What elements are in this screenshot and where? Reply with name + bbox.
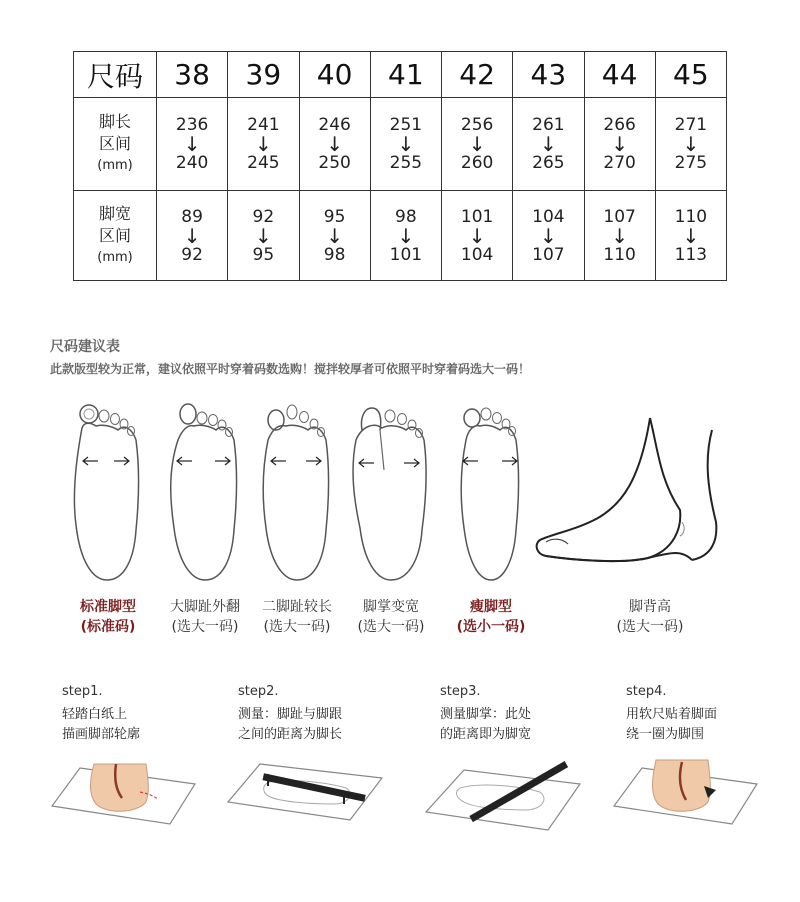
foot-outline-long-second-toe <box>252 400 342 585</box>
range-from: 266 <box>603 115 636 135</box>
width-range-cell <box>157 191 228 281</box>
down-arrow-icon: ↓ <box>326 132 343 156</box>
size-cell: 42 <box>442 52 513 98</box>
range-to: 101 <box>389 244 423 265</box>
step-description-line: 测量：脚趾与脚跟 <box>238 707 343 722</box>
range-from: 246 <box>318 115 351 135</box>
range-to: 255 <box>389 153 423 173</box>
step4-illustration <box>612 758 762 832</box>
foot-length-label-line: 区间 <box>98 134 131 153</box>
range-to: 113 <box>674 244 708 265</box>
step-description-line: 轻踏白纸上 <box>62 707 128 722</box>
foot-side-icon <box>532 410 732 570</box>
size-cell: 43 <box>513 52 584 98</box>
foot-length-row <box>74 98 727 191</box>
range-from: 271 <box>674 115 708 135</box>
range-from: 98 <box>395 206 417 227</box>
length-range-cell <box>655 98 726 191</box>
foot-length-unit: (mm) <box>97 158 133 173</box>
foot-width-label <box>74 191 157 281</box>
down-arrow-icon: ↓ <box>397 223 415 248</box>
foot-type-name: 脚背高 <box>629 599 671 615</box>
foot-type-name: 瘦脚型 <box>470 599 512 615</box>
step-description-line: 之间的距离为脚长 <box>238 727 343 742</box>
length-range-cell <box>442 98 513 191</box>
foot-type-advice: (标准码) <box>80 619 136 635</box>
foot-type-advice: (选大一码) <box>263 619 331 635</box>
down-arrow-icon: ↓ <box>183 132 201 156</box>
foot-outline-bunion <box>160 400 250 585</box>
width-range-cell <box>584 191 655 281</box>
measure-step-4 <box>626 684 717 745</box>
range-from: 104 <box>532 206 565 227</box>
down-arrow-icon: ↓ <box>611 132 628 156</box>
ruler-width-icon <box>424 758 584 838</box>
size-cell: 41 <box>370 52 441 98</box>
size-advice-title: 尺码建议表 <box>50 339 120 355</box>
foot-type-name: 大脚趾外翻 <box>170 599 240 615</box>
range-from: 110 <box>674 206 708 227</box>
length-range-cell <box>584 98 655 191</box>
length-range-cell <box>299 98 370 191</box>
ruler-length-icon <box>226 758 386 828</box>
foot-length-label-line: 脚长 <box>98 112 131 131</box>
step3-illustration <box>424 758 584 842</box>
step2-illustration <box>226 758 386 832</box>
trace-foot-on-paper-icon <box>50 758 200 828</box>
size-cell: 38 <box>157 52 228 98</box>
range-to: 245 <box>247 153 280 173</box>
width-range-cell <box>299 191 370 281</box>
width-range-cell <box>655 191 726 281</box>
foot-outline-icon <box>160 400 250 585</box>
foot-type-name: 标准脚型 <box>80 599 136 615</box>
foot-outline-wide <box>346 400 436 585</box>
size-cell: 40 <box>299 52 370 98</box>
step-title: step2. <box>238 684 279 699</box>
tape-girth-icon <box>612 758 762 828</box>
range-from: 107 <box>603 206 636 227</box>
size-header-row <box>74 52 727 98</box>
measure-step-2 <box>238 684 342 745</box>
foot-type-advice: (选大一码) <box>171 619 239 635</box>
foot-outline-icon <box>346 400 436 585</box>
down-arrow-icon: ↓ <box>539 132 557 156</box>
range-from: 236 <box>175 115 209 135</box>
range-from: 256 <box>460 115 494 135</box>
foot-outline-icon <box>446 400 536 585</box>
range-to: 107 <box>532 244 565 265</box>
foot-outline-icon <box>252 400 342 585</box>
foot-type-name: 脚掌变宽 <box>363 599 419 615</box>
down-arrow-icon: ↓ <box>326 223 343 248</box>
step-title: step4. <box>626 684 667 699</box>
range-to: 240 <box>175 153 209 173</box>
down-arrow-icon: ↓ <box>254 223 272 248</box>
range-from: 89 <box>181 206 203 227</box>
down-arrow-icon: ↓ <box>183 223 201 248</box>
foot-type-label <box>342 597 440 637</box>
length-range-cell <box>228 98 299 191</box>
measure-step-1 <box>62 684 140 745</box>
range-from: 101 <box>460 206 494 227</box>
foot-type-advice: (选小一码) <box>456 619 526 635</box>
foot-type-advice: (选大一码) <box>616 619 684 635</box>
step-title: step1. <box>62 684 103 699</box>
range-to: 270 <box>603 153 636 173</box>
foot-type-label <box>600 597 700 637</box>
foot-outline-standard <box>62 400 152 585</box>
foot-width-row <box>74 191 727 281</box>
step1-illustration <box>50 758 200 832</box>
step-description-line: 测量脚掌：此处 <box>440 707 532 722</box>
size-advice-description: 此款版型较为正常，建议依照平时穿着码数选购！搅拌较厚者可依照平时穿着码选大一码！ <box>50 362 531 376</box>
length-range-cell <box>157 98 228 191</box>
foot-type-name: 二脚趾较长 <box>262 599 332 615</box>
range-to: 250 <box>318 153 351 173</box>
range-from: 261 <box>532 115 565 135</box>
step-description-line: 描画脚部轮廓 <box>62 727 141 742</box>
range-to: 260 <box>460 153 494 173</box>
measure-step-3 <box>440 684 531 745</box>
foot-outline-slim <box>446 400 536 585</box>
range-from: 251 <box>389 115 423 135</box>
foot-type-advice: (选大一码) <box>357 619 425 635</box>
foot-type-label <box>62 597 154 637</box>
foot-side-high-instep <box>532 410 732 570</box>
step-description-line: 绕一圈为脚围 <box>626 727 705 742</box>
step-description-line: 的距离即为脚宽 <box>440 727 532 742</box>
down-arrow-icon: ↓ <box>682 132 700 156</box>
foot-length-label <box>74 98 157 191</box>
foot-type-label <box>442 597 540 637</box>
range-to: 104 <box>460 244 494 265</box>
foot-width-label-line: 区间 <box>98 225 131 245</box>
width-range-cell <box>370 191 441 281</box>
size-cell: 39 <box>228 52 299 98</box>
down-arrow-icon: ↓ <box>254 132 272 156</box>
width-range-cell <box>228 191 299 281</box>
range-to: 265 <box>532 153 565 173</box>
foot-type-label <box>248 597 346 637</box>
length-range-cell <box>513 98 584 191</box>
down-arrow-icon: ↓ <box>468 223 486 248</box>
range-to: 275 <box>674 153 708 173</box>
foot-outline-icon <box>62 400 152 585</box>
step-title: step3. <box>440 684 481 699</box>
down-arrow-icon: ↓ <box>539 223 557 248</box>
down-arrow-icon: ↓ <box>468 132 486 156</box>
down-arrow-icon: ↓ <box>611 223 628 248</box>
range-to: 98 <box>323 244 346 265</box>
range-from: 241 <box>247 115 280 135</box>
step-description-line: 用软尺贴着脚面 <box>626 707 718 722</box>
length-range-cell <box>370 98 441 191</box>
down-arrow-icon: ↓ <box>682 223 700 248</box>
range-from: 92 <box>252 206 275 227</box>
foot-type-label <box>156 597 254 637</box>
width-range-cell <box>442 191 513 281</box>
range-to: 110 <box>603 244 636 265</box>
size-cell: 44 <box>584 52 655 98</box>
size-cell: 45 <box>655 52 726 98</box>
size-chart-table <box>73 51 727 281</box>
range-to: 92 <box>181 244 203 265</box>
width-range-cell <box>513 191 584 281</box>
down-arrow-icon: ↓ <box>397 132 415 156</box>
foot-width-label-line: 脚宽 <box>98 203 131 223</box>
foot-width-unit: (mm) <box>97 249 133 265</box>
size-header-label: 尺码 <box>74 52 157 98</box>
range-to: 95 <box>252 244 275 265</box>
range-from: 95 <box>323 206 346 227</box>
